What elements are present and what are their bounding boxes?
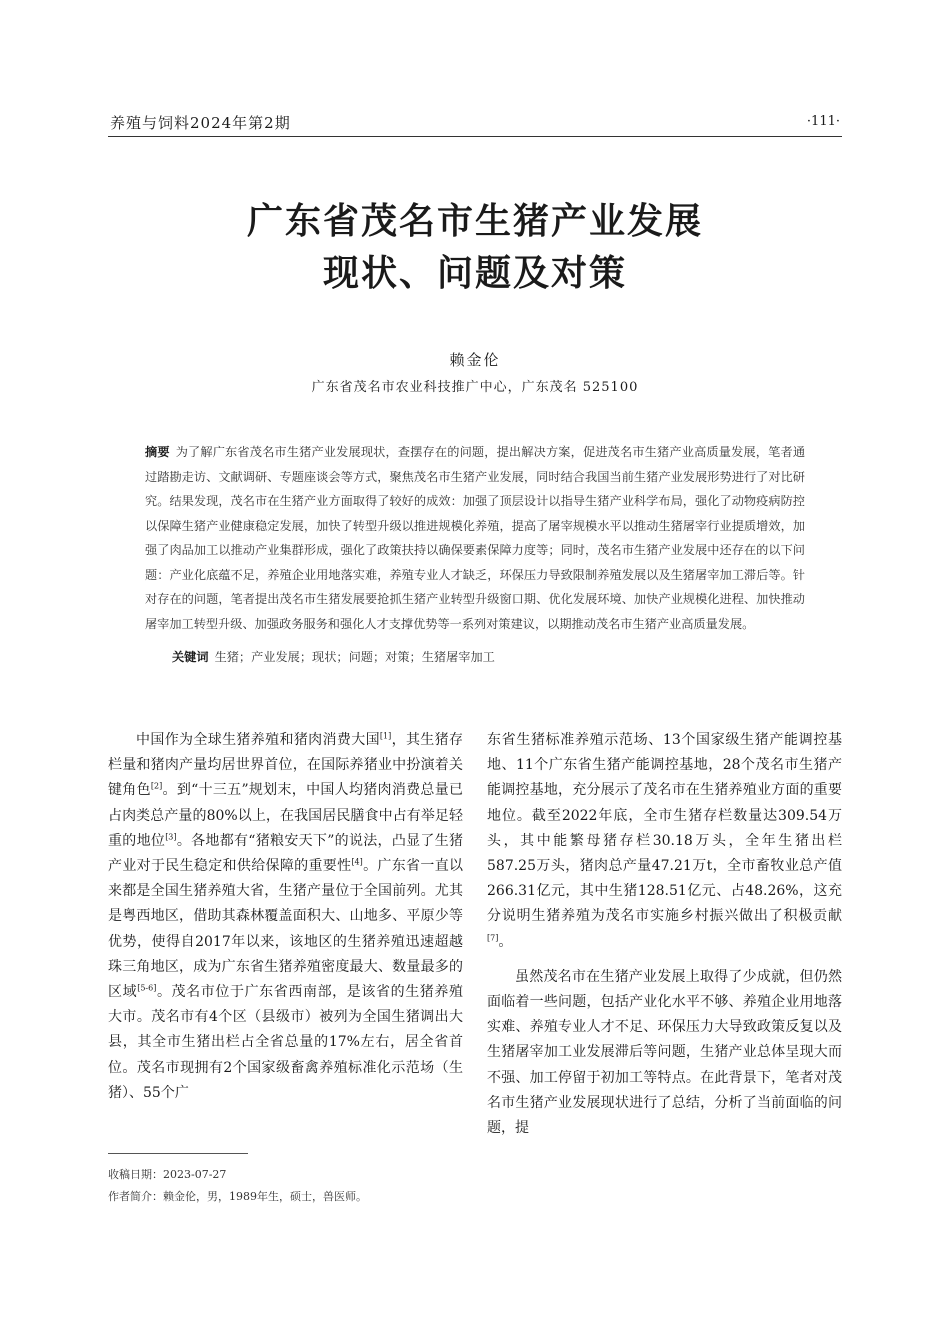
received-date: 收稿日期：2023-07-27 — [108, 1168, 227, 1181]
keywords-text: 生猪；产业发展；现状；问题；对策；生猪屠宰加工 — [214, 650, 495, 664]
body-text: 。广东省一直以来都是全国生猪养殖大省，生猪产量位于全国前列。尤其是粤西地区，借助其森林覆盖面积大、山地多、平原少等优势，使得自2017年以来，该地区的生猪养殖迅速超越珠三角地区，成为广东省生猪养殖密度最大、数量最多的区域 — [108, 858, 464, 1001]
citation[interactable]: [4] — [351, 857, 363, 867]
author-name: 赖金伦 — [449, 351, 501, 369]
footnote-divider — [108, 1153, 248, 1154]
title-line-2: 现状、问题及对策 — [322, 253, 627, 294]
keywords-label: 关键词 — [172, 650, 209, 664]
body-text: 东省生猪标准养殖示范场、13个国家级生猪产能调控基地、11个广东省生猪产能调控基地，28个茂名市生猪产能调控基地，充分展示了茂名市在生猪养殖业方面的重要地位。截至2022年底，全市生猪存栏数量达309.54万头，其中能繁母猪存栏30.18万头，全年生猪出栏587.25万头，猪肉总产量47.21万t，全市畜牧业总产值266.31亿元，其中生猪128.51亿元、占48.26%，这充分说明生猪养殖为茂名市实施乡村振兴做出了积极贡献 — [487, 732, 842, 925]
author-affiliation: 广东省茂名市农业科技推广中心，广东茂名 525100 — [311, 380, 639, 395]
page-number: ·111· — [806, 114, 840, 129]
body-column-left — [108, 728, 463, 1106]
citation[interactable]: [5-6] — [137, 983, 157, 993]
citation[interactable]: [1] — [379, 731, 392, 741]
author-bio: 作者简介：赖金伦，男，1989年生，硕士，兽医师。 — [108, 1190, 367, 1203]
body-text: 中国作为全球生猪养殖和猪肉消费大国 — [136, 732, 380, 748]
title-line-1: 广东省茂名市生猪产业发展 — [246, 201, 703, 242]
journal-name: 养殖与饲料2024年第2期 — [110, 114, 291, 132]
keywords — [172, 645, 802, 669]
body-text: 。茂名市位于广东省西南部，是该省的生猪养殖大市。茂名市有4个区（县级市）被列为全国生猪调出大县，其全市生猪出栏占全省总量的17%左右，居全省首位。茂名市现拥有2个国家级畜禽养殖标准化示范场（生猪）、55个广 — [108, 984, 464, 1101]
body-text: 。 — [498, 933, 513, 950]
body-text: 。到“十三五”规划末，中国人均猪肉消费总量已占肉类总产量的80%以上，在我国居民膳食中占有举足轻重的地位 — [108, 782, 463, 849]
citation[interactable]: [2] — [150, 781, 163, 791]
citation[interactable]: [7] — [487, 932, 499, 942]
article-title — [0, 196, 950, 300]
abstract — [145, 440, 805, 636]
body-text: 。各地都有“猪粮安天下”的说法，凸显了生猪产业对于民生稳定和供给保障的重要性 — [108, 832, 464, 875]
body-paragraph — [108, 728, 463, 1106]
running-header — [108, 110, 842, 137]
body-paragraph — [487, 728, 842, 955]
citation[interactable]: [3] — [165, 832, 177, 842]
body-column-right — [487, 728, 842, 1141]
body-paragraph: 虽然茂名市在生猪产业发展上取得了少成就，但仍然面临着一些问题，包括产业化水平不够、养殖企业用地落实难、养殖专业人才不足、环保压力大导致政策反复以及生猪屠宰加工业发展滞后等问题，生猪产业总体呈现大而不强、加工停留于初加工等特点。在此背景下，笔者对茂名市生猪产业发展现状进行了总结，分析了当前面临的问题，提 — [487, 968, 842, 1137]
footnotes — [108, 1164, 367, 1208]
body-text: ，其生猪存栏量和猪肉产量均居世界首位，在国际养猪业中扮演着关键角色 — [108, 732, 464, 799]
abstract-text: 为了解广东省茂名市生猪产业发展现状，查摆存在的问题，提出解决方案，促进茂名市生猪产业高质量发展，笔者通过踏勘走访、文献调研、专题座谈会等方式，聚焦茂名市生猪产业发展，同时结合我国当前生猪产业发展形势进行了对比研究。结果发现，茂名市在生猪产业方面取得了较好的成效：加强了顶层设计以指导生猪产业科学布局，强化了动物疫病防控以保障生猪产业健康稳定发展，加快了转型升级以推进规模化养殖，提高了屠宰规模水平以推动生猪屠宰行业提质增效，加强了肉品加工以推动产业集群形成，强化了政策扶持以确保要素保障力度等；同时，茂名市生猪产业发展中还存在的以下问题：产业化底蕴不足，养殖企业用地落实难，养殖专业人才缺乏，环保压力导致限制养殖发展以及生猪屠宰加工滞后等。针对存在的问题，笔者提出茂名市生猪发展要抢抓生猪产业转型升级窗口期、优化发展环境、加快产业规模化进程、加快推动屠宰加工转型升级、加强政务服务和强化人才支撑优势等一系列对策建议，以期推动茂名市生猪产业高质量发展。 — [145, 445, 806, 631]
abstract-label: 摘要 — [145, 445, 170, 459]
